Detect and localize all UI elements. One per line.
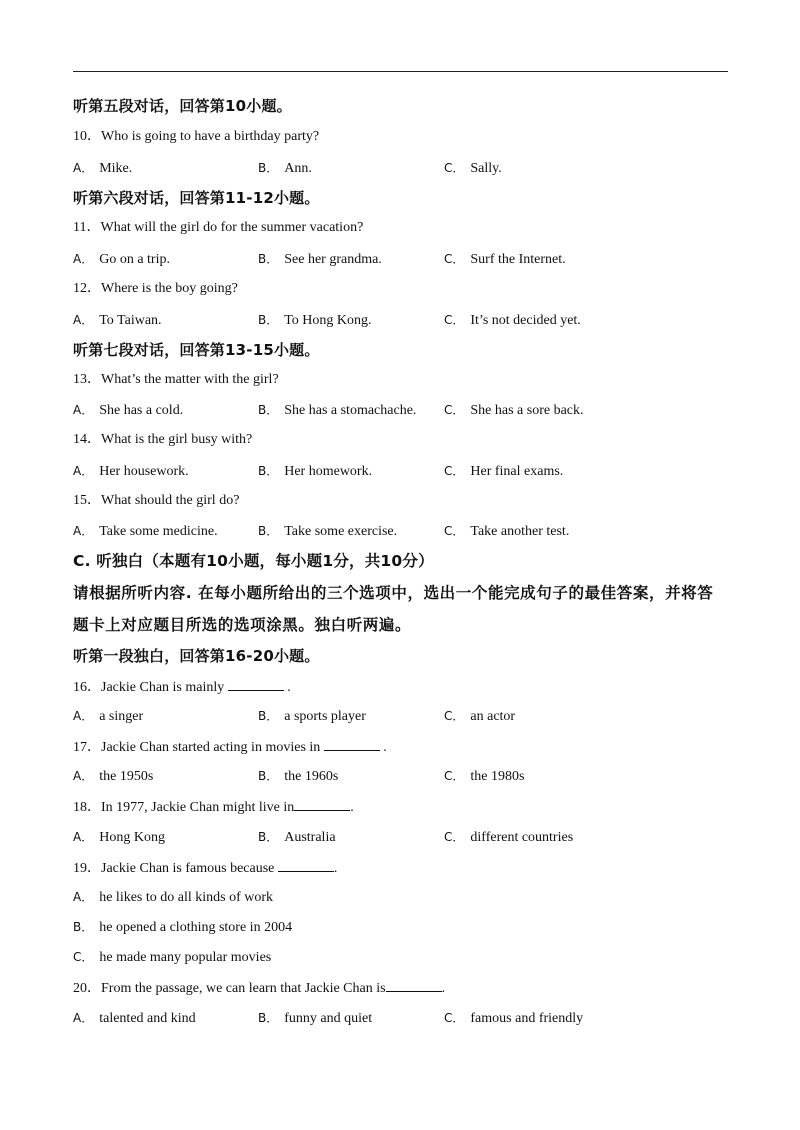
option-text: Surf the Internet. bbox=[470, 252, 566, 267]
part-c-instruction-line-1: 请根据所听内容. 在每小题所给出的三个选项中，选出一个能完成句子的最佳答案，并将答 bbox=[73, 584, 714, 602]
option-text: She has a stomachache. bbox=[284, 403, 417, 418]
option-text: a singer bbox=[99, 709, 144, 724]
question-18-stem bbox=[73, 797, 354, 817]
option-letter: A． bbox=[73, 161, 94, 175]
q14-option-b[interactable] bbox=[258, 462, 372, 481]
part-c-instruction-line-2: 题卡上对应题目所选的选项涂黑。独白听两遍。 bbox=[73, 616, 412, 634]
answer-blank bbox=[294, 797, 350, 811]
question-16-stem bbox=[73, 677, 291, 697]
option-text: famous and friendly bbox=[470, 1011, 584, 1026]
option-text: Australia bbox=[284, 830, 336, 845]
q17-option-b[interactable] bbox=[258, 767, 338, 786]
option-text: Sally. bbox=[470, 161, 502, 176]
option-letter: B． bbox=[258, 161, 279, 175]
option-letter: C． bbox=[444, 313, 465, 327]
option-letter: C． bbox=[444, 524, 465, 538]
q13-option-a[interactable] bbox=[73, 401, 183, 420]
stem-end: . bbox=[350, 800, 354, 815]
option-text: Take another test. bbox=[470, 524, 570, 539]
q11-option-c[interactable] bbox=[444, 250, 566, 269]
option-letter: C． bbox=[444, 709, 465, 723]
option-letter: A． bbox=[73, 890, 94, 904]
top-rule bbox=[73, 71, 728, 72]
answer-blank bbox=[278, 858, 334, 872]
answer-blank bbox=[386, 978, 442, 992]
question-12-stem: 12．Where is the boy going? bbox=[73, 281, 238, 296]
option-text: he opened a clothing store in 2004 bbox=[99, 920, 293, 935]
question-20-stem bbox=[73, 978, 445, 998]
option-letter: C． bbox=[444, 1011, 465, 1025]
option-text: Ann. bbox=[284, 161, 312, 176]
option-letter: B． bbox=[258, 830, 279, 844]
option-text: Take some exercise. bbox=[284, 524, 398, 539]
stem-text: 18．In 1977, Jackie Chan might live in bbox=[73, 800, 295, 815]
answer-blank bbox=[228, 677, 284, 691]
option-text: Take some medicine. bbox=[99, 524, 218, 539]
stem-text: 16．Jackie Chan is mainly bbox=[73, 680, 228, 695]
option-letter: B． bbox=[258, 403, 279, 417]
q11-option-b[interactable] bbox=[258, 250, 382, 269]
option-text: different countries bbox=[470, 830, 574, 845]
option-text: the 1980s bbox=[470, 769, 525, 784]
q15-option-a[interactable] bbox=[73, 522, 218, 541]
stem-text: 19．Jackie Chan is famous because bbox=[73, 861, 278, 876]
option-letter: A． bbox=[73, 769, 94, 783]
stem-text: 17．Jackie Chan started acting in movies in bbox=[73, 740, 324, 755]
option-text: To Hong Kong. bbox=[284, 313, 372, 328]
part-c-title: C. 听独白（本题有10小题，每小题1分，共10分） bbox=[73, 552, 434, 570]
option-letter: A． bbox=[73, 252, 94, 266]
option-letter: C． bbox=[444, 769, 465, 783]
section-heading: 听第一段独白，回答第16-20小题。 bbox=[73, 647, 320, 665]
q15-option-b[interactable] bbox=[258, 522, 397, 541]
option-letter: B． bbox=[258, 1011, 279, 1025]
q14-option-c[interactable] bbox=[444, 462, 563, 481]
option-text: he made many popular movies bbox=[99, 950, 272, 965]
option-text: It’s not decided yet. bbox=[470, 313, 581, 328]
option-text: the 1960s bbox=[284, 769, 339, 784]
option-text: See her grandma. bbox=[284, 252, 382, 267]
q12-option-b[interactable] bbox=[258, 311, 372, 330]
q20-option-b[interactable] bbox=[258, 1009, 372, 1028]
q20-option-c[interactable] bbox=[444, 1009, 583, 1028]
q10-option-a[interactable] bbox=[73, 159, 132, 178]
option-letter: A． bbox=[73, 464, 94, 478]
option-letter: C． bbox=[444, 403, 465, 417]
question-15-stem: 15．What should the girl do? bbox=[73, 493, 240, 508]
q16-option-a[interactable] bbox=[73, 707, 143, 726]
option-text: he likes to do all kinds of work bbox=[99, 890, 274, 905]
option-letter: A． bbox=[73, 524, 94, 538]
option-text: talented and kind bbox=[99, 1011, 196, 1026]
q16-option-b[interactable] bbox=[258, 707, 366, 726]
question-14-stem: 14．What is the girl busy with? bbox=[73, 432, 253, 447]
q20-option-a[interactable] bbox=[73, 1009, 196, 1028]
q10-option-c[interactable] bbox=[444, 159, 502, 178]
option-text: funny and quiet bbox=[284, 1011, 373, 1026]
option-letter: C． bbox=[444, 252, 465, 266]
stem-text: 20．From the passage, we can learn that Jackie Chan is bbox=[73, 981, 386, 996]
q16-option-c[interactable] bbox=[444, 707, 515, 726]
option-letter: A． bbox=[73, 1011, 94, 1025]
option-text: She has a sore back. bbox=[470, 403, 584, 418]
q18-option-a[interactable] bbox=[73, 828, 165, 847]
option-text: Hong Kong bbox=[99, 830, 165, 845]
option-text: Her housework. bbox=[99, 464, 189, 479]
option-text: a sports player bbox=[284, 709, 366, 724]
q13-option-c[interactable] bbox=[444, 401, 584, 420]
stem-end: . bbox=[441, 981, 446, 996]
option-letter: B． bbox=[258, 769, 279, 783]
q19-option-a[interactable] bbox=[73, 888, 273, 907]
q15-option-c[interactable] bbox=[444, 522, 569, 541]
q19-option-c[interactable] bbox=[73, 948, 271, 967]
option-text: an actor bbox=[470, 709, 516, 724]
option-letter: A． bbox=[73, 709, 94, 723]
option-letter: A． bbox=[73, 403, 94, 417]
q18-option-b[interactable] bbox=[258, 828, 336, 847]
option-text: Her homework. bbox=[284, 464, 373, 479]
option-letter: C． bbox=[444, 830, 465, 844]
question-13-stem: 13．What’s the matter with the girl? bbox=[73, 372, 279, 387]
option-letter: B． bbox=[73, 920, 94, 934]
option-letter: B． bbox=[258, 709, 279, 723]
q18-option-c[interactable] bbox=[444, 828, 573, 847]
option-letter: C． bbox=[73, 950, 94, 964]
option-letter: B． bbox=[258, 524, 279, 538]
q17-option-a[interactable] bbox=[73, 767, 153, 786]
option-text: Go on a trip. bbox=[99, 252, 170, 267]
q17-option-c[interactable] bbox=[444, 767, 524, 786]
option-text: Her final exams. bbox=[470, 464, 564, 479]
question-19-stem bbox=[73, 858, 337, 878]
stem-end: . bbox=[283, 680, 291, 695]
option-letter: B． bbox=[258, 252, 279, 266]
section-heading: 听第五段对话，回答第10小题。 bbox=[73, 97, 292, 115]
stem-end: . bbox=[379, 740, 387, 755]
option-text: To Taiwan. bbox=[99, 313, 162, 328]
option-text: She has a cold. bbox=[99, 403, 184, 418]
q12-option-a[interactable] bbox=[73, 311, 162, 330]
q11-option-a[interactable] bbox=[73, 250, 170, 269]
q14-option-a[interactable] bbox=[73, 462, 189, 481]
option-letter: A． bbox=[73, 313, 94, 327]
q12-option-c[interactable] bbox=[444, 311, 581, 330]
section-heading: 听第六段对话，回答第11-12小题。 bbox=[73, 189, 320, 207]
question-17-stem bbox=[73, 737, 387, 757]
q10-option-b[interactable] bbox=[258, 159, 312, 178]
section-heading: 听第七段对话，回答第13-15小题。 bbox=[73, 341, 320, 359]
option-letter: A． bbox=[73, 830, 94, 844]
q13-option-b[interactable] bbox=[258, 401, 416, 420]
answer-blank bbox=[324, 737, 380, 751]
option-text: Mike. bbox=[99, 161, 133, 176]
option-letter: B． bbox=[258, 464, 279, 478]
option-letter: B． bbox=[258, 313, 279, 327]
stem-end: . bbox=[333, 861, 338, 876]
question-10-stem: 10．Who is going to have a birthday party? bbox=[73, 129, 320, 144]
option-letter: C． bbox=[444, 161, 465, 175]
option-text: the 1950s bbox=[99, 769, 154, 784]
q19-option-b[interactable] bbox=[73, 918, 292, 937]
question-11-stem: 11．What will the girl do for the summer vacation? bbox=[73, 220, 364, 235]
option-letter: C． bbox=[444, 464, 465, 478]
